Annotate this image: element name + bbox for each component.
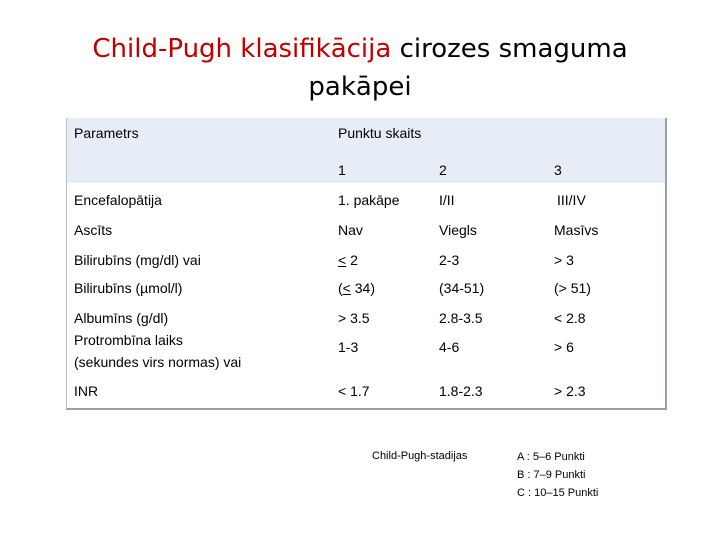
cell-value: III/IV bbox=[557, 192, 586, 208]
paren-open: ( bbox=[338, 280, 343, 296]
cell-value: Masīvs bbox=[554, 222, 599, 238]
title-line-2: pakāpei bbox=[308, 72, 412, 102]
cell-value: (34-51) bbox=[439, 280, 485, 296]
row-divider bbox=[67, 374, 665, 375]
cell-value: > 3 bbox=[554, 252, 574, 268]
row-label-bilirubins-mgdl: Bilirubīns (mg/dl) vai bbox=[74, 252, 201, 268]
row-label-albumins: Albumīns (g/dl) bbox=[74, 310, 169, 326]
cell-value: > 6 bbox=[554, 339, 574, 355]
less-equal-symbol: < bbox=[338, 252, 347, 268]
stages-label: Child-Pugh-stadijas bbox=[372, 450, 468, 462]
row-label-protrombina-1: Protrombīna laiks bbox=[74, 332, 183, 348]
row-divider bbox=[67, 274, 665, 275]
stages-legend bbox=[517, 448, 598, 502]
cell-value-rest: 34) bbox=[350, 280, 375, 296]
header-punktu-skaits: Punktu skaits bbox=[338, 125, 422, 141]
cell-value bbox=[338, 279, 375, 297]
cell-value: 2.8-3.5 bbox=[439, 310, 483, 326]
header-parametrs: Parametrs bbox=[74, 125, 139, 141]
row-label-bilirubins-umol: Bilirubīns (µmol/l) bbox=[74, 280, 183, 296]
cell-value: 1. pakāpe bbox=[338, 192, 400, 208]
row-label-inr: INR bbox=[74, 383, 99, 399]
title-line-1 bbox=[0, 30, 720, 68]
less-equal-symbol: < bbox=[342, 280, 351, 296]
legend-item-a: A : 5–6 Punkti bbox=[517, 451, 585, 463]
cell-value: (> 51) bbox=[554, 280, 591, 296]
cell-value: < 1.7 bbox=[338, 383, 370, 399]
cell-value: > 2.3 bbox=[554, 383, 586, 399]
cell-value: 1-3 bbox=[338, 339, 359, 355]
row-divider bbox=[67, 303, 665, 304]
cell-value: I/II bbox=[439, 192, 455, 208]
header-col-3: 3 bbox=[554, 162, 562, 178]
slide-title bbox=[0, 30, 720, 106]
cell-value: Nav bbox=[338, 222, 363, 238]
title-highlight: Child-Pugh klasifikācija bbox=[92, 34, 392, 64]
cell-value: > 3.5 bbox=[338, 310, 370, 326]
row-divider bbox=[67, 183, 665, 184]
cell-value: 4-6 bbox=[439, 339, 460, 355]
cell-value bbox=[338, 251, 358, 269]
cell-value: Viegls bbox=[439, 222, 477, 238]
legend-item-c: C : 10–15 Punkti bbox=[517, 487, 599, 499]
row-label-encefalopatija: Encefalopātija bbox=[74, 192, 162, 208]
header-col-2: 2 bbox=[439, 162, 447, 178]
legend-item-b: B : 7–9 Punkti bbox=[517, 469, 586, 481]
cell-value: 2-3 bbox=[439, 252, 460, 268]
child-pugh-table bbox=[66, 118, 667, 410]
row-divider bbox=[67, 214, 665, 215]
row-divider bbox=[67, 245, 665, 246]
cell-value: 1.8-2.3 bbox=[439, 383, 483, 399]
title-rest: cirozes smaguma bbox=[391, 34, 628, 64]
cell-value: < 2.8 bbox=[554, 310, 586, 326]
header-col-1: 1 bbox=[338, 162, 346, 178]
row-label-ascits: Ascīts bbox=[74, 222, 113, 238]
cell-value-rest: 2 bbox=[346, 252, 358, 268]
row-label-protrombina-2: (sekundes virs normas) vai bbox=[74, 354, 242, 370]
